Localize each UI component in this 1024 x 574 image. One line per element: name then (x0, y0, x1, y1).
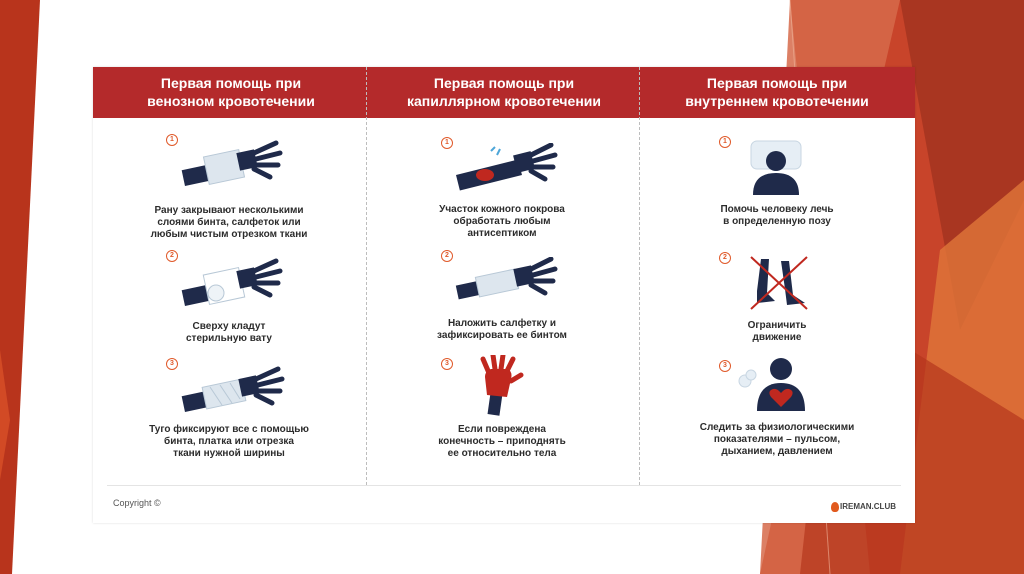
title-line: Первая помощь при (160, 75, 302, 91)
caption-line: движение (752, 332, 802, 343)
step-number: 2 (719, 252, 731, 264)
caption-line: стерильную вату (186, 333, 272, 344)
step-caption (119, 424, 339, 460)
crossed-legs-icon (747, 255, 811, 313)
step-number: 3 (719, 360, 731, 372)
step-number: 1 (166, 134, 178, 146)
column-title-venous (95, 74, 367, 110)
step-caption (392, 204, 612, 240)
flame-icon (831, 502, 839, 512)
caption-line: бинта, платка или отрезка (164, 436, 294, 447)
column-title-internal (641, 74, 913, 110)
step-caption (119, 205, 339, 241)
gauze-hand-icon (453, 257, 563, 307)
wounded-hand-icon (453, 143, 563, 193)
title-line: Первая помощь при (433, 75, 575, 91)
caption-line: Сверху кладут (192, 321, 266, 332)
title-line: капиллярном кровотечении (406, 93, 602, 109)
person-pillow-icon (745, 139, 807, 197)
step-caption (667, 422, 887, 458)
step-caption (392, 424, 612, 460)
person-heart-icon (737, 353, 817, 413)
caption-line: Ограничить (747, 320, 807, 331)
bandaged-hand-icon (178, 139, 288, 194)
raised-red-hand-icon (473, 355, 533, 417)
logo-text: IREMAN.CLUB (840, 502, 896, 512)
caption-line: Рану закрывают несколькими (154, 205, 304, 216)
hand-with-cotton-icon (178, 257, 288, 312)
title-line: Первая помощь при (706, 75, 848, 91)
step-number: 3 (441, 358, 453, 370)
column-divider (639, 67, 640, 485)
caption-line: конечность – приподнять (438, 436, 566, 447)
caption-line: в определенную позу (723, 216, 831, 227)
step-caption (667, 320, 887, 344)
caption-line: показателями – пульсом, (713, 434, 841, 445)
step-number: 1 (719, 136, 731, 148)
caption-line: Участок кожного покрова (439, 204, 565, 215)
title-line: венозном кровотечении (147, 93, 315, 109)
tight-bandage-hand-icon (178, 365, 288, 420)
column-divider (366, 67, 367, 485)
left-stripe-decoration (0, 0, 40, 574)
caption-line: зафиксировать ее бинтом (437, 330, 567, 341)
caption-line: слоями бинта, салфеток или (157, 217, 301, 228)
column-title-capillary (368, 74, 640, 110)
footer-divider (107, 485, 901, 486)
caption-line: дыханием, давлением (721, 446, 833, 457)
step-number: 3 (166, 358, 178, 370)
step-number: 2 (166, 250, 178, 262)
title-line: внутреннем кровотечении (685, 93, 869, 109)
step-caption (667, 204, 887, 228)
copyright-text: Copyright © (113, 498, 161, 508)
caption-line: любым чистым отрезком ткани (150, 229, 308, 240)
caption-line: обработать любым (453, 216, 551, 227)
caption-line: ткани нужной ширины (173, 448, 285, 459)
caption-line: Следить за физиологическими (699, 422, 855, 433)
step-number: 2 (441, 250, 453, 262)
brand-logo (831, 502, 896, 512)
caption-line: антисептиком (467, 228, 537, 239)
caption-line: Наложить салфетку и (447, 318, 557, 329)
caption-line: Если повреждена (458, 424, 546, 435)
step-caption (119, 321, 339, 345)
caption-line: Туго фиксируют все с помощью (149, 424, 309, 435)
caption-line: ее относительно тела (447, 448, 557, 459)
step-number: 1 (441, 137, 453, 149)
step-caption (392, 318, 612, 342)
first-aid-infographic (93, 67, 915, 523)
caption-line: Помочь человеку лечь (720, 204, 834, 215)
